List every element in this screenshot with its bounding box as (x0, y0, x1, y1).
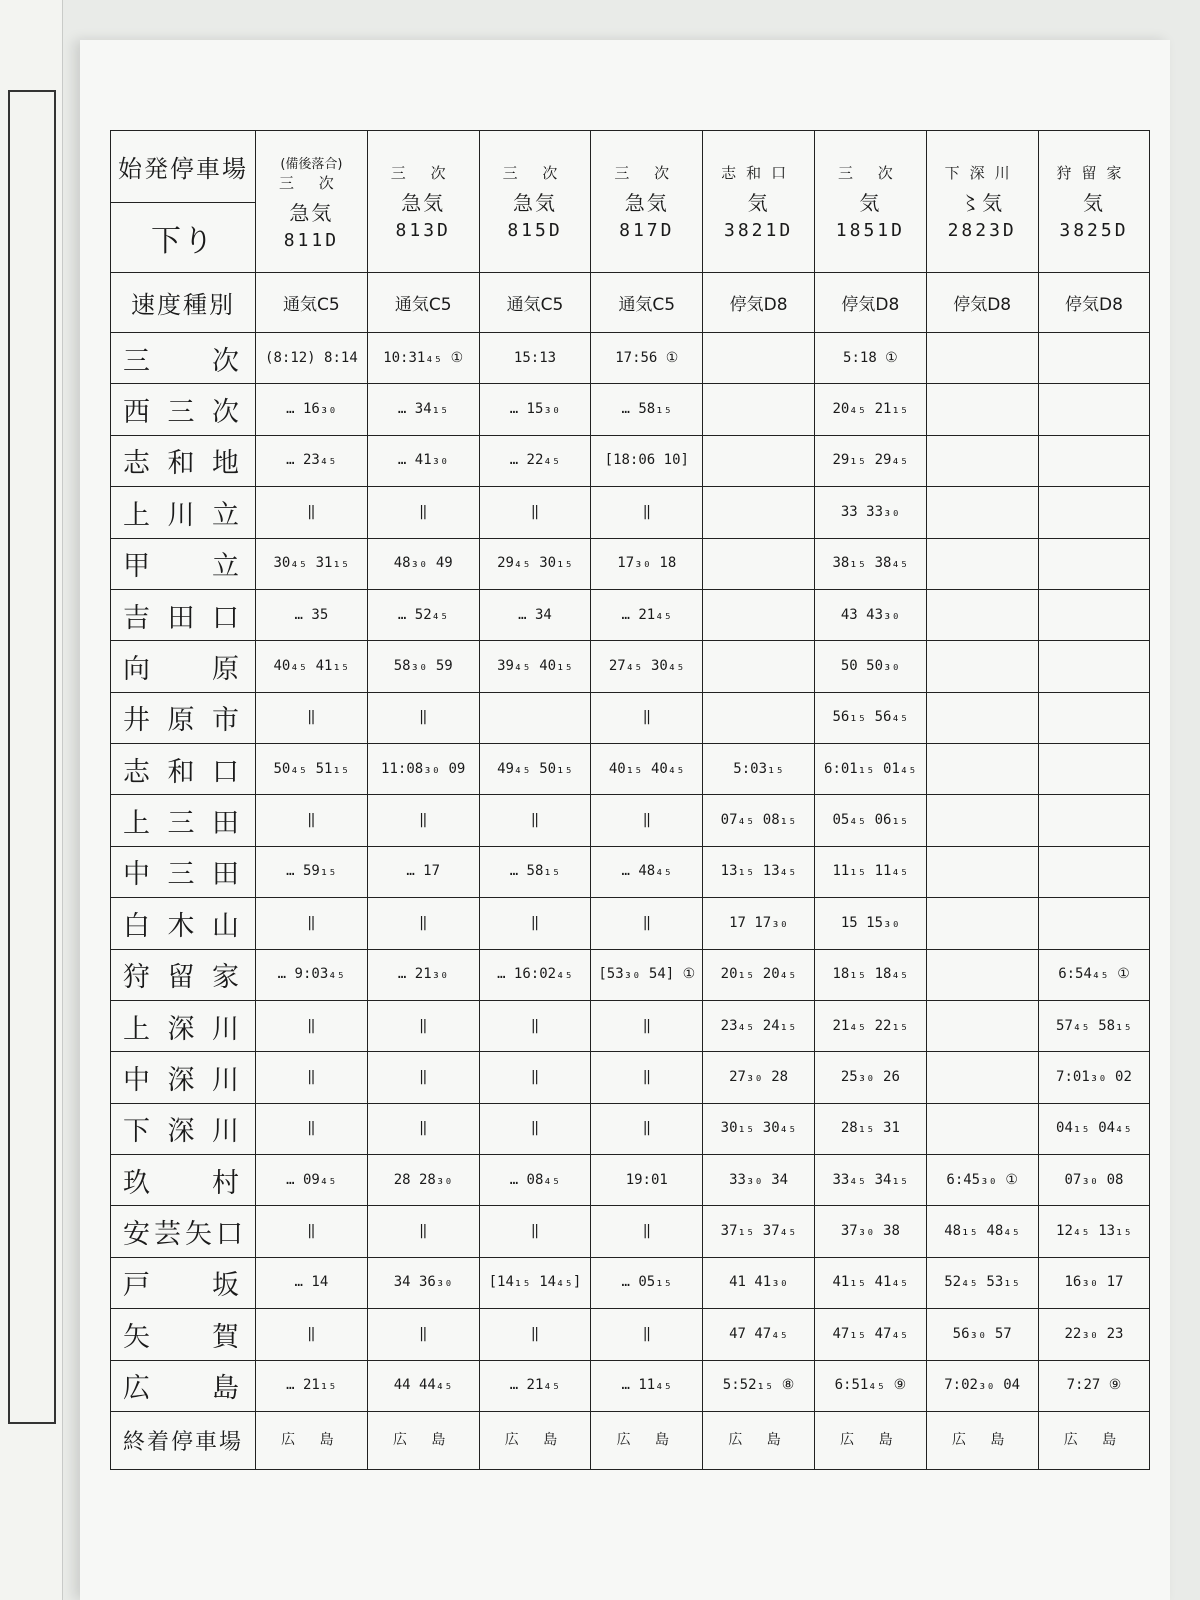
station-name: 玖村 (111, 1155, 256, 1206)
station-row (111, 1103, 1150, 1154)
time-cell: ‖ (367, 1103, 479, 1154)
time-cell (1038, 435, 1150, 486)
time-cell (926, 384, 1038, 435)
station-name: 矢賀 (111, 1309, 256, 1360)
station-row (111, 1155, 1150, 1206)
train-header: 狩留家 気 3825D (1038, 131, 1150, 273)
time-cell: 17₃₀ 18 (591, 538, 703, 589)
time-cell: ‖ (367, 1052, 479, 1103)
time-cell: 29₁₅ 29₄₅ (814, 435, 926, 486)
time-cell: 56₃₀ 57 (926, 1309, 1038, 1360)
time-cell: ‖ (256, 898, 368, 949)
time-cell: 20₄₅ 21₁₅ (814, 384, 926, 435)
station-name: 吉田口 (111, 589, 256, 640)
time-cell: [18:06 10] (591, 435, 703, 486)
time-cell (926, 846, 1038, 897)
time-cell: ‖ (591, 1052, 703, 1103)
station-row (111, 641, 1150, 692)
time-cell: 17:56 ① (591, 333, 703, 384)
time-cell (1038, 846, 1150, 897)
timetable-page (80, 40, 1170, 1600)
time-cell (703, 487, 815, 538)
time-cell (1038, 538, 1150, 589)
station-row (111, 333, 1150, 384)
time-cell: 48₃₀ 49 (367, 538, 479, 589)
speed-label: 速度種別 (111, 273, 256, 333)
speed-class: 停気D8 (1038, 273, 1150, 333)
facing-page-table-border (8, 90, 56, 1424)
time-cell: 52₄₅ 53₁₅ (926, 1257, 1038, 1308)
time-cell: 23₄₅ 24₁₅ (703, 1000, 815, 1051)
time-cell (1038, 487, 1150, 538)
time-cell (703, 538, 815, 589)
station-row (111, 795, 1150, 846)
time-cell: 6:01₁₅ 01₄₅ (814, 744, 926, 795)
station-name: 上三田 (111, 795, 256, 846)
time-cell: 30₁₅ 30₄₅ (703, 1103, 815, 1154)
speed-class: 通気C5 (591, 273, 703, 333)
station-name: 西三次 (111, 384, 256, 435)
time-cell: 11:08₃₀ 09 (367, 744, 479, 795)
terminus-station: 広 島 (814, 1412, 926, 1470)
time-cell (703, 641, 815, 692)
time-cell (926, 795, 1038, 846)
station-row (111, 1360, 1150, 1412)
time-cell (926, 1000, 1038, 1051)
time-cell (703, 692, 815, 743)
station-row (111, 1052, 1150, 1103)
time-cell: … 21₄₅ (591, 589, 703, 640)
speed-class: 停気D8 (814, 273, 926, 333)
time-cell: 40₄₅ 41₁₅ (256, 641, 368, 692)
time-cell: ‖ (367, 898, 479, 949)
time-cell: ‖ (367, 1000, 479, 1051)
station-name: 狩留家 (111, 949, 256, 1000)
time-cell (926, 435, 1038, 486)
station-row (111, 384, 1150, 435)
time-cell (1038, 898, 1150, 949)
terminus-station: 広 島 (479, 1412, 591, 1470)
time-cell: … 9:03₄₅ (256, 949, 368, 1000)
station-name: 戸坂 (111, 1257, 256, 1308)
time-cell: ‖ (256, 1103, 368, 1154)
time-cell: 5:03₁₅ (703, 744, 815, 795)
time-cell: ‖ (591, 1206, 703, 1257)
time-cell (1038, 641, 1150, 692)
time-cell (1038, 384, 1150, 435)
time-cell: … 22₄₅ (479, 435, 591, 486)
time-cell: 5:52₁₅ ⑧ (703, 1360, 815, 1412)
speed-class: 通気C5 (256, 273, 368, 333)
terminus-station: 広 島 (926, 1412, 1038, 1470)
time-cell: ‖ (256, 1206, 368, 1257)
time-cell: 39₄₅ 40₁₅ (479, 641, 591, 692)
time-cell: … 58₁₅ (479, 846, 591, 897)
time-cell: 13₁₅ 13₄₅ (703, 846, 815, 897)
train-header: (備後落合) 三 次 急気 811D (256, 131, 368, 273)
time-cell: 48₁₅ 48₄₅ (926, 1206, 1038, 1257)
time-cell: 41₁₅ 41₄₅ (814, 1257, 926, 1308)
time-cell (926, 333, 1038, 384)
time-cell: ‖ (479, 898, 591, 949)
time-cell (926, 1052, 1038, 1103)
time-cell: … 16₃₀ (256, 384, 368, 435)
time-cell: 34 36₃₀ (367, 1257, 479, 1308)
direction-label: 下り (111, 203, 256, 273)
station-name: 志和地 (111, 435, 256, 486)
time-cell: ‖ (256, 692, 368, 743)
station-name: 甲立 (111, 538, 256, 589)
time-cell (703, 435, 815, 486)
time-cell: 5:18 ① (814, 333, 926, 384)
time-cell: 07₄₅ 08₁₅ (703, 795, 815, 846)
station-row (111, 538, 1150, 589)
time-cell: … 52₄₅ (367, 589, 479, 640)
time-cell (926, 744, 1038, 795)
station-name: 安芸矢口 (111, 1206, 256, 1257)
time-cell: [14₁₅ 14₄₅] (479, 1257, 591, 1308)
station-name: 白木山 (111, 898, 256, 949)
time-cell: [53₃₀ 54] ① (591, 949, 703, 1000)
train-header: 三 次 急気 817D (591, 131, 703, 273)
time-cell: 41 41₃₀ (703, 1257, 815, 1308)
time-cell: … 16:02₄₅ (479, 949, 591, 1000)
time-cell: 05₄₅ 06₁₅ (814, 795, 926, 846)
station-row (111, 898, 1150, 949)
time-cell (1038, 692, 1150, 743)
time-cell: 28 28₃₀ (367, 1155, 479, 1206)
time-cell: ‖ (479, 1309, 591, 1360)
timetable-body (111, 333, 1150, 1412)
time-cell: 07₃₀ 08 (1038, 1155, 1150, 1206)
station-name: 中三田 (111, 846, 256, 897)
time-cell: 7:02₃₀ 04 (926, 1360, 1038, 1412)
station-name: 志和口 (111, 744, 256, 795)
time-cell (926, 487, 1038, 538)
time-cell: … 09₄₅ (256, 1155, 368, 1206)
station-row (111, 1257, 1150, 1308)
terminus-station: 広 島 (256, 1412, 368, 1470)
time-cell: … 21₁₅ (256, 1360, 368, 1412)
time-cell: 56₁₅ 56₄₅ (814, 692, 926, 743)
terminus-station: 広 島 (591, 1412, 703, 1470)
time-cell: ‖ (256, 1309, 368, 1360)
time-cell: ‖ (367, 795, 479, 846)
time-cell: 33₄₅ 34₁₅ (814, 1155, 926, 1206)
time-cell (926, 589, 1038, 640)
train-header: 三 次 急気 813D (367, 131, 479, 273)
time-cell: … 58₁₅ (591, 384, 703, 435)
station-row (111, 1206, 1150, 1257)
time-cell: ‖ (256, 1000, 368, 1051)
time-cell: 18₁₅ 18₄₅ (814, 949, 926, 1000)
speed-class: 通気C5 (367, 273, 479, 333)
time-cell: 47 47₄₅ (703, 1309, 815, 1360)
station-name: 上深川 (111, 1000, 256, 1051)
station-row (111, 1000, 1150, 1051)
time-cell: 29₄₅ 30₁₅ (479, 538, 591, 589)
train-header: 下深川 〻気 2823D (926, 131, 1038, 273)
time-cell: ‖ (479, 1206, 591, 1257)
time-cell: 49₄₅ 50₁₅ (479, 744, 591, 795)
time-cell (1038, 589, 1150, 640)
time-cell: 47₁₅ 47₄₅ (814, 1309, 926, 1360)
station-name: 広島 (111, 1360, 256, 1412)
time-cell: ‖ (479, 1000, 591, 1051)
time-cell: … 23₄₅ (256, 435, 368, 486)
terminus-label: 終着停車場 (111, 1412, 256, 1470)
time-cell: … 21₃₀ (367, 949, 479, 1000)
time-cell: ‖ (591, 1000, 703, 1051)
time-cell: … 59₁₅ (256, 846, 368, 897)
time-cell (926, 641, 1038, 692)
time-cell (926, 538, 1038, 589)
time-cell: (8:12) 8:14 (256, 333, 368, 384)
station-name: 上川立 (111, 487, 256, 538)
station-name: 井原市 (111, 692, 256, 743)
station-name: 向原 (111, 641, 256, 692)
terminus-station: 広 島 (367, 1412, 479, 1470)
time-cell: 50₄₅ 51₁₅ (256, 744, 368, 795)
station-row (111, 846, 1150, 897)
time-cell: 6:45₃₀ ① (926, 1155, 1038, 1206)
time-cell: ‖ (591, 487, 703, 538)
time-cell: 11₁₅ 11₄₅ (814, 846, 926, 897)
time-cell: 12₄₅ 13₁₅ (1038, 1206, 1150, 1257)
speed-class: 停気D8 (703, 273, 815, 333)
time-cell: ‖ (367, 1309, 479, 1360)
time-cell: 10:31₄₅ ① (367, 333, 479, 384)
time-cell (703, 384, 815, 435)
terminus-station: 広 島 (703, 1412, 815, 1470)
time-cell (703, 333, 815, 384)
time-cell: 7:01₃₀ 02 (1038, 1052, 1150, 1103)
time-cell: ‖ (367, 487, 479, 538)
facing-page-edge (0, 0, 63, 1600)
time-cell: 27₃₀ 28 (703, 1052, 815, 1103)
train-header: 志和口 気 3821D (703, 131, 815, 273)
time-cell (926, 1103, 1038, 1154)
time-cell: ‖ (479, 487, 591, 538)
time-cell: ‖ (591, 898, 703, 949)
time-cell: ‖ (256, 1052, 368, 1103)
station-name: 三次 (111, 333, 256, 384)
time-cell: 37₁₅ 37₄₅ (703, 1206, 815, 1257)
time-cell: ‖ (479, 1052, 591, 1103)
time-cell: 20₁₅ 20₄₅ (703, 949, 815, 1000)
station-name: 中深川 (111, 1052, 256, 1103)
time-cell: 43 43₃₀ (814, 589, 926, 640)
time-cell: 44 44₄₅ (367, 1360, 479, 1412)
time-cell: 17 17₃₀ (703, 898, 815, 949)
station-row (111, 744, 1150, 795)
train-header: 三 次 気 1851D (814, 131, 926, 273)
time-cell: 50 50₃₀ (814, 641, 926, 692)
time-cell: … 17 (367, 846, 479, 897)
time-cell: ‖ (591, 692, 703, 743)
speed-class: 通気C5 (479, 273, 591, 333)
time-cell: ‖ (591, 1309, 703, 1360)
time-cell: … 41₃₀ (367, 435, 479, 486)
time-cell: 16₃₀ 17 (1038, 1257, 1150, 1308)
station-row (111, 487, 1150, 538)
station-row (111, 589, 1150, 640)
time-cell: 33₃₀ 34 (703, 1155, 815, 1206)
time-cell: … 08₄₅ (479, 1155, 591, 1206)
time-cell: 37₃₀ 38 (814, 1206, 926, 1257)
speed-class: 停気D8 (926, 273, 1038, 333)
timetable (110, 130, 1150, 1470)
time-cell: ‖ (367, 1206, 479, 1257)
station-row (111, 692, 1150, 743)
time-cell: … 14 (256, 1257, 368, 1308)
station-row (111, 1309, 1150, 1360)
time-cell: … 34₁₅ (367, 384, 479, 435)
time-cell: … 34 (479, 589, 591, 640)
time-cell: ‖ (591, 795, 703, 846)
time-cell: 15:13 (479, 333, 591, 384)
time-cell: … 15₃₀ (479, 384, 591, 435)
time-cell: 6:51₄₅ ⑨ (814, 1360, 926, 1412)
time-cell: … 05₁₅ (591, 1257, 703, 1308)
time-cell: … 35 (256, 589, 368, 640)
time-cell (1038, 795, 1150, 846)
origin-label: 始発停車場 (111, 131, 256, 203)
time-cell: ‖ (256, 487, 368, 538)
time-cell: ‖ (367, 692, 479, 743)
time-cell: … 48₄₅ (591, 846, 703, 897)
time-cell (479, 692, 591, 743)
time-cell: 30₄₅ 31₁₅ (256, 538, 368, 589)
time-cell: ‖ (479, 1103, 591, 1154)
time-cell: 27₄₅ 30₄₅ (591, 641, 703, 692)
time-cell: 22₃₀ 23 (1038, 1309, 1150, 1360)
time-cell (1038, 333, 1150, 384)
time-cell: ‖ (479, 795, 591, 846)
time-cell (926, 898, 1038, 949)
time-cell: 6:54₄₅ ① (1038, 949, 1150, 1000)
time-cell (703, 589, 815, 640)
time-cell (926, 949, 1038, 1000)
time-cell: 15 15₃₀ (814, 898, 926, 949)
time-cell: 38₁₅ 38₄₅ (814, 538, 926, 589)
time-cell: 7:27 ⑨ (1038, 1360, 1150, 1412)
time-cell: 21₄₅ 22₁₅ (814, 1000, 926, 1051)
station-name: 下深川 (111, 1103, 256, 1154)
time-cell: ‖ (591, 1103, 703, 1154)
station-row (111, 435, 1150, 486)
time-cell: 25₃₀ 26 (814, 1052, 926, 1103)
time-cell: 33 33₃₀ (814, 487, 926, 538)
terminus-station: 広 島 (1038, 1412, 1150, 1470)
time-cell (1038, 744, 1150, 795)
time-cell: 57₄₅ 58₁₅ (1038, 1000, 1150, 1051)
time-cell: 04₁₅ 04₄₅ (1038, 1103, 1150, 1154)
station-row (111, 949, 1150, 1000)
time-cell: 19:01 (591, 1155, 703, 1206)
time-cell: … 11₄₅ (591, 1360, 703, 1412)
time-cell: 40₁₅ 40₄₅ (591, 744, 703, 795)
time-cell: 28₁₅ 31 (814, 1103, 926, 1154)
time-cell (926, 692, 1038, 743)
time-cell: … 21₄₅ (479, 1360, 591, 1412)
train-header: 三 次 急気 815D (479, 131, 591, 273)
time-cell: ‖ (256, 795, 368, 846)
time-cell: 58₃₀ 59 (367, 641, 479, 692)
